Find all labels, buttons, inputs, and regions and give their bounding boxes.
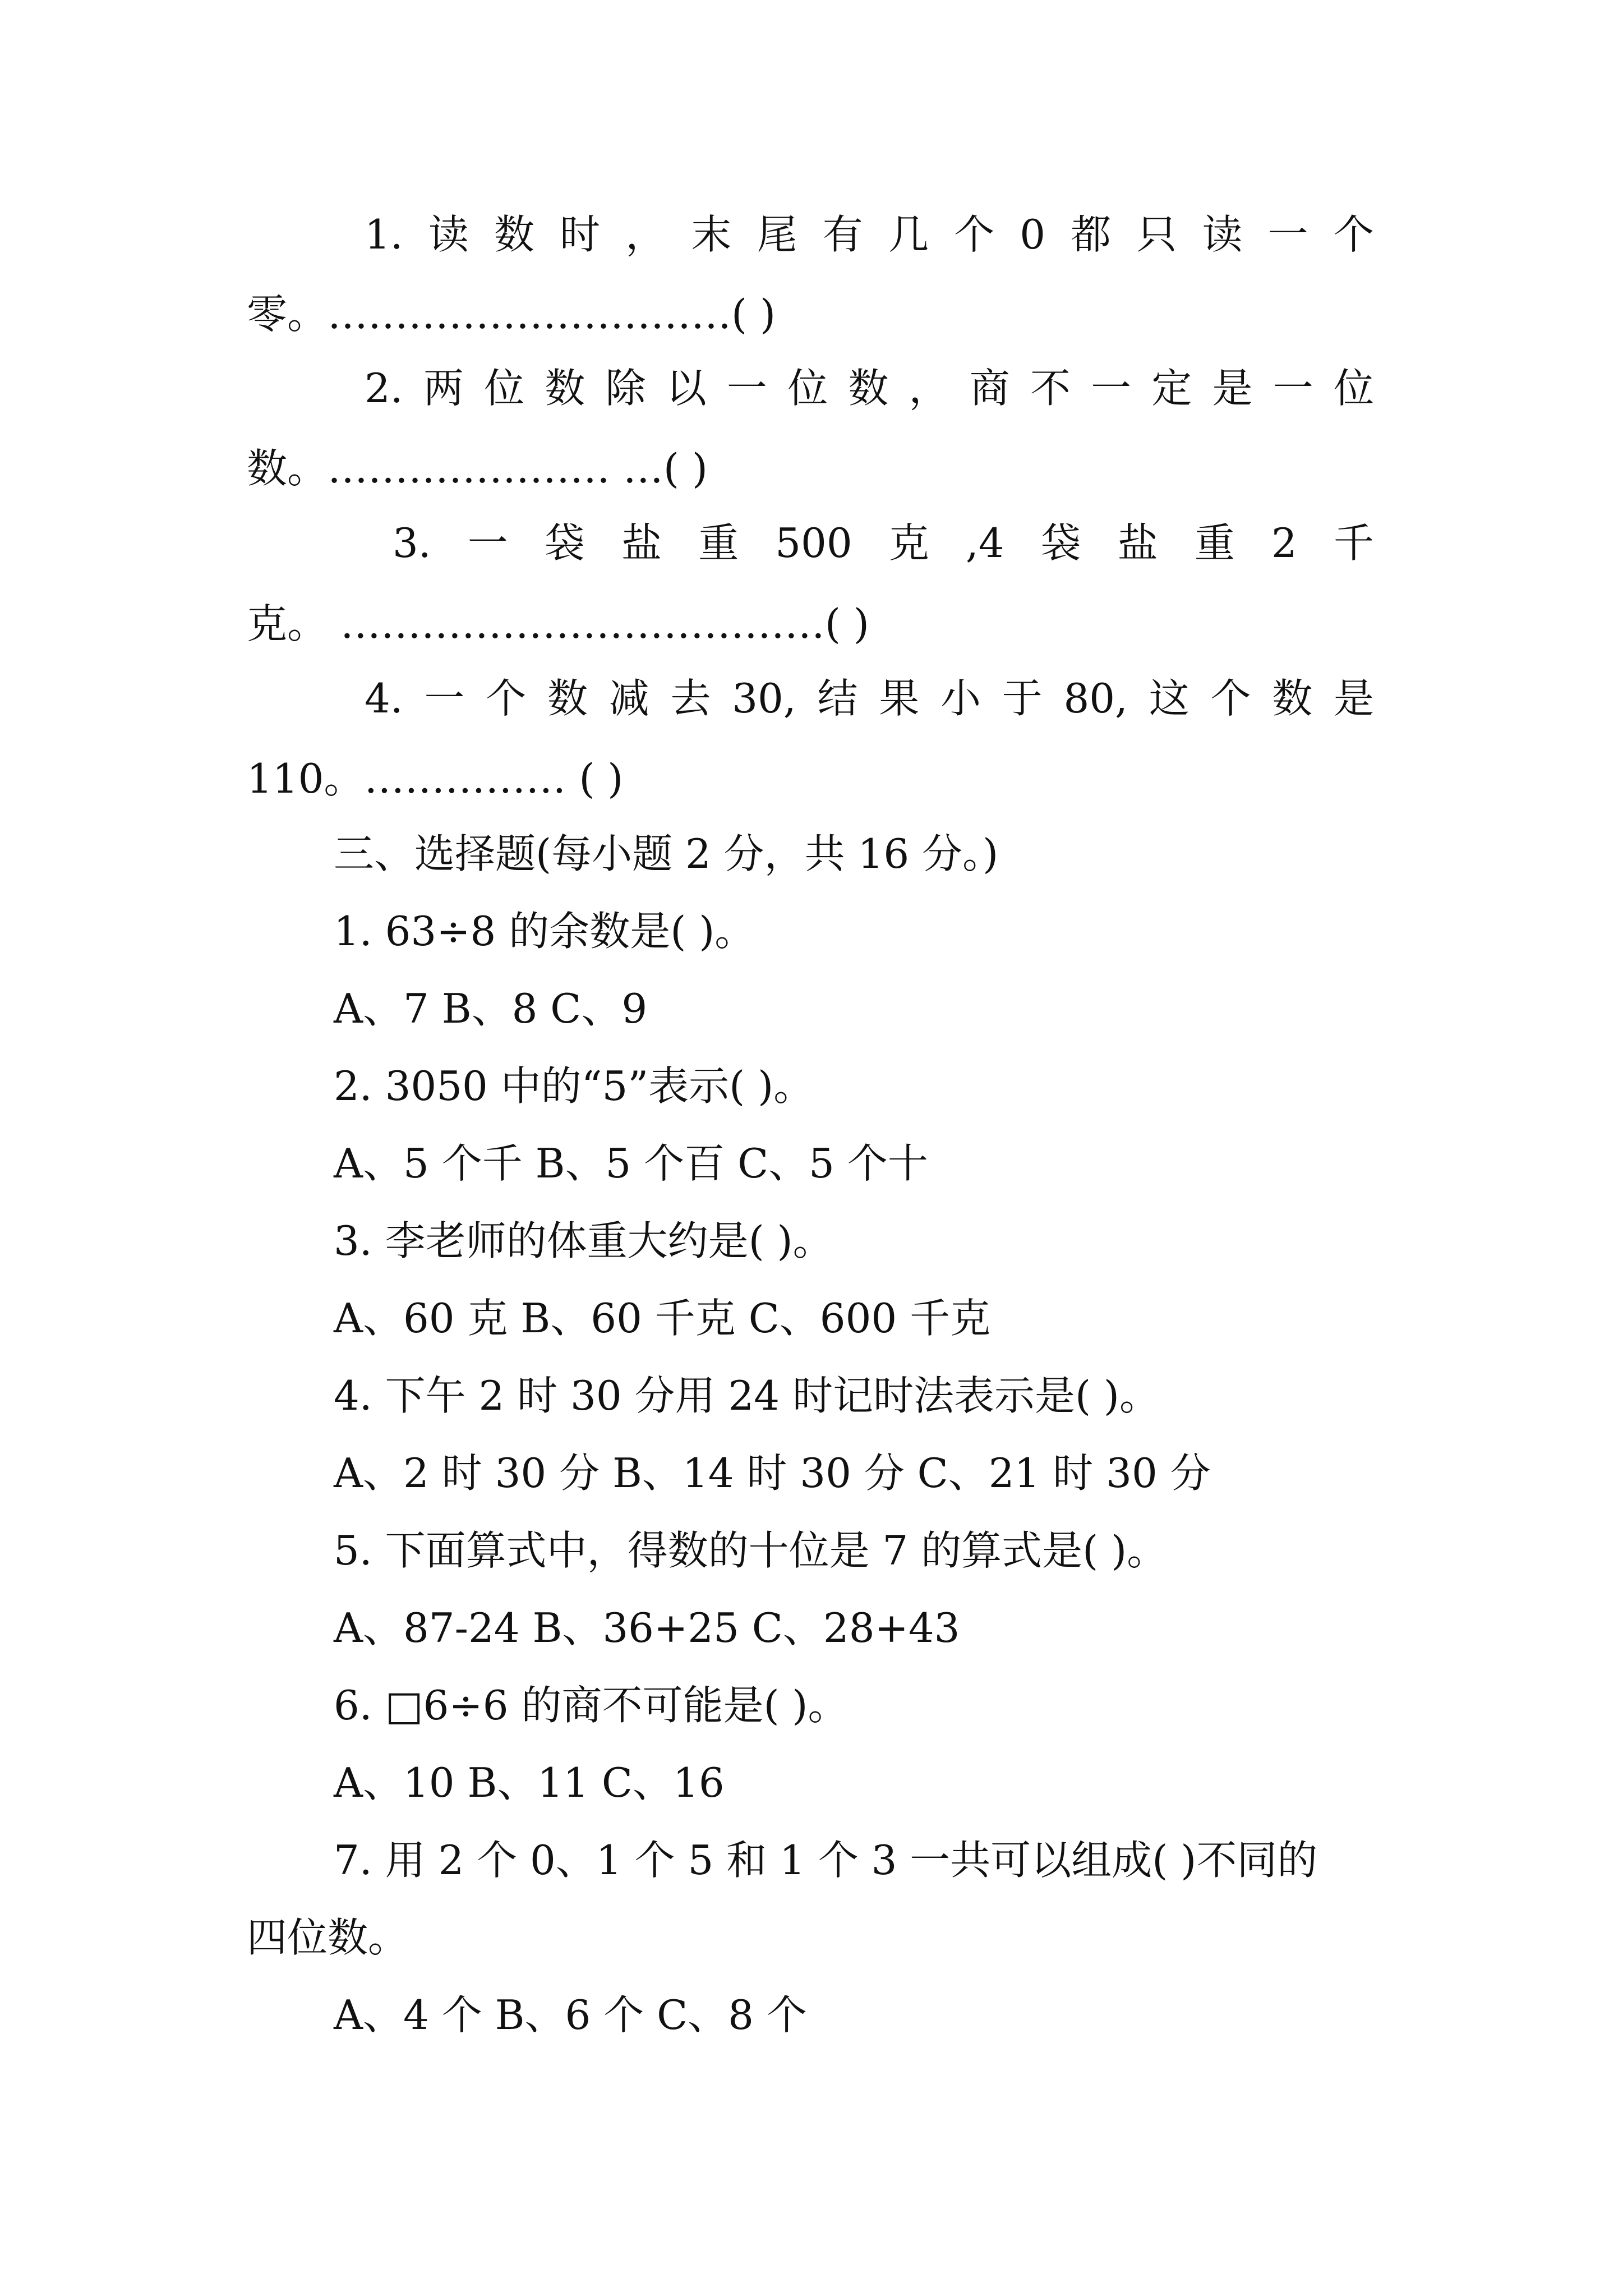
choice-q6: 6. □6÷6 的商不可能是( )。 bbox=[334, 1682, 849, 1729]
justified-char: 只 bbox=[1136, 211, 1177, 258]
justified-char: 数 bbox=[1272, 675, 1313, 722]
choice-q1: 1. 63÷8 的余数是( )。 bbox=[334, 908, 755, 955]
section-heading: 三、选择题(每小题 2 分，共 16 分。) bbox=[334, 830, 999, 877]
judge-item-1-first-line bbox=[365, 206, 1374, 263]
justified-char: 是 bbox=[1212, 365, 1253, 412]
justified-char: 减 bbox=[608, 675, 649, 722]
justified-char: 去 bbox=[670, 675, 711, 722]
justified-char: 小 bbox=[940, 675, 981, 722]
justified-char: 一 bbox=[1272, 365, 1313, 412]
choice-q5: 5. 下面算式中，得数的十位是 7 的算式是( )。 bbox=[334, 1527, 1168, 1574]
justified-char: 两 bbox=[423, 365, 464, 412]
justified-char: 1. bbox=[365, 211, 403, 258]
justified-char: 位 bbox=[484, 365, 525, 412]
justified-char: 末 bbox=[691, 211, 732, 258]
justified-char: 于 bbox=[1002, 675, 1043, 722]
choice-q7-options: A、4 个 B、6 个 C、8 个 bbox=[334, 1991, 807, 2039]
justified-char: 数 bbox=[848, 365, 889, 412]
justified-char: 位 bbox=[787, 365, 828, 412]
justified-char: 以 bbox=[666, 365, 707, 412]
justified-char: 500 bbox=[775, 519, 852, 567]
choice-q5-options: A、87-24 B、36+25 C、28+43 bbox=[334, 1604, 960, 1651]
judge-item-3-first-line bbox=[393, 515, 1374, 571]
justified-char: 有 bbox=[822, 211, 863, 258]
justified-char: 数 bbox=[494, 211, 535, 258]
choice-q4: 4. 下午 2 时 30 分用 24 时记时法表示是( )。 bbox=[334, 1372, 1160, 1419]
judge-item-2-second-line: 数。………………… …( ) bbox=[247, 445, 708, 492]
justified-char: 读 bbox=[428, 211, 469, 258]
justified-char: 袋 bbox=[544, 519, 585, 567]
justified-char: 除 bbox=[605, 365, 646, 412]
justified-char: 一 bbox=[726, 365, 767, 412]
justified-char: 定 bbox=[1151, 365, 1192, 412]
justified-char: ,4 bbox=[965, 519, 1004, 567]
justified-char: 一 bbox=[1091, 365, 1132, 412]
choice-q7-continuation: 四位数。 bbox=[247, 1914, 409, 1961]
justified-char: 80, bbox=[1063, 675, 1128, 722]
choice-q4-options: A、2 时 30 分 B、14 时 30 分 C、21 时 30 分 bbox=[334, 1450, 1211, 1497]
justified-char: 2. bbox=[365, 365, 403, 412]
justified-char: 重 bbox=[1194, 519, 1235, 567]
judge-item-3-second-line: 克。 ………………………………( ) bbox=[247, 600, 869, 647]
justified-char: 果 bbox=[879, 675, 920, 722]
justified-char: 盐 bbox=[1117, 519, 1158, 567]
justified-char: 尾 bbox=[757, 211, 797, 258]
choice-q7: 7. 用 2 个 0、1 个 5 和 1 个 3 一共可以组成( )不同的 bbox=[334, 1837, 1318, 1884]
justified-char: 个 bbox=[1333, 211, 1374, 258]
justified-char: 是 bbox=[1333, 675, 1374, 722]
judge-item-4-first-line bbox=[365, 670, 1374, 726]
justified-char: 一 bbox=[467, 519, 508, 567]
judge-item-2-first-line bbox=[365, 360, 1374, 416]
justified-char: 个 bbox=[954, 211, 995, 258]
justified-char: ， bbox=[625, 211, 666, 258]
justified-char: 3. bbox=[393, 519, 431, 567]
justified-char: 4. bbox=[365, 675, 403, 722]
justified-char: 袋 bbox=[1040, 519, 1081, 567]
justified-char: 读 bbox=[1202, 211, 1243, 258]
justified-char: 个 bbox=[1210, 675, 1251, 722]
choice-q3: 3. 李老师的体重大约是( )。 bbox=[334, 1217, 833, 1264]
choice-q2: 2. 3050 中的“5”表示( )。 bbox=[334, 1062, 814, 1110]
choice-q6-options: A、10 B、11 C、16 bbox=[334, 1759, 725, 1806]
justified-char: 克 bbox=[888, 519, 929, 567]
choice-q2-options: A、5 个千 B、5 个百 C、5 个十 bbox=[334, 1140, 928, 1187]
justified-char: 盐 bbox=[621, 519, 662, 567]
choice-q3-options: A、60 克 B、60 千克 C、600 千克 bbox=[334, 1295, 991, 1342]
justified-char: 2 bbox=[1271, 519, 1297, 567]
justified-char: 几 bbox=[888, 211, 929, 258]
judge-item-4-second-line: 110。…………… ( ) bbox=[247, 755, 624, 802]
justified-char: 一 bbox=[424, 675, 465, 722]
justified-char: 个 bbox=[486, 675, 527, 722]
justified-char: 结 bbox=[817, 675, 858, 722]
justified-char: 位 bbox=[1333, 365, 1374, 412]
justified-char: 都 bbox=[1071, 211, 1112, 258]
choice-q1-options: A、7 B、8 C、9 bbox=[334, 985, 648, 1032]
justified-char: 商 bbox=[969, 365, 1010, 412]
justified-char: ， bbox=[909, 365, 949, 412]
justified-char: 不 bbox=[1030, 365, 1071, 412]
justified-char: 30, bbox=[732, 675, 796, 722]
justified-char: 数 bbox=[547, 675, 588, 722]
justified-char: 一 bbox=[1267, 211, 1308, 258]
justified-char: 数 bbox=[545, 365, 585, 412]
justified-char: 时 bbox=[560, 211, 601, 258]
justified-char: 0 bbox=[1020, 211, 1046, 258]
justified-char: 这 bbox=[1149, 675, 1189, 722]
justified-char: 千 bbox=[1333, 519, 1374, 567]
justified-char: 重 bbox=[698, 519, 739, 567]
judge-item-1-second-line: 零。…………………………( ) bbox=[247, 291, 776, 338]
